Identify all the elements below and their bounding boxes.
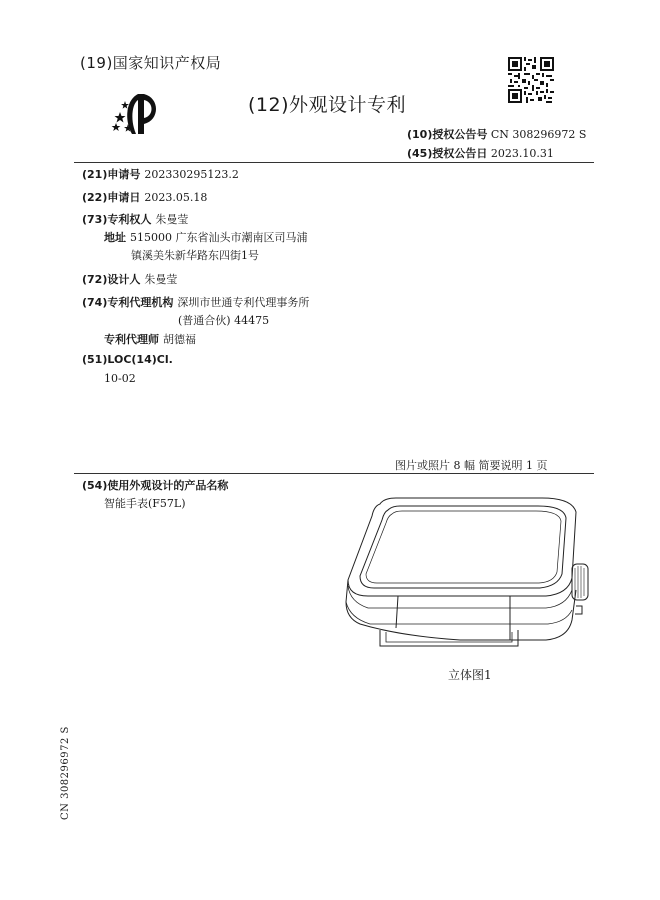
- publication-number-label: (10)授权公告号: [407, 128, 488, 141]
- owner-address-label: 地址: [104, 231, 126, 244]
- owner-address-line2: 镇溪美朱新华路东四街1号: [131, 249, 259, 262]
- patent-agent-label: 专利代理师: [104, 333, 159, 346]
- patent-agent-value: 胡德福: [163, 333, 196, 346]
- document-type-title: (12)外观设计专利: [248, 94, 407, 116]
- patent-agency: [82, 294, 309, 310]
- designer: [82, 271, 177, 287]
- patent-agency-label: (74)专利代理机构: [82, 296, 174, 309]
- side-publication-number: CN 308296972 S: [60, 726, 71, 820]
- product-name-value: 智能手表(F57L): [104, 497, 186, 510]
- loc-classification-label: (51)LOC(14)Cl.: [82, 353, 173, 366]
- designer-value: 朱曼莹: [144, 273, 178, 286]
- application-number-label: (21)申请号: [82, 168, 141, 181]
- smartwatch-drawing-icon: [340, 494, 596, 652]
- figure-caption: 立体图1: [448, 668, 492, 682]
- loc-classification-value: 10-02: [104, 372, 136, 385]
- publication-date-label: (45)授权公告日: [407, 147, 488, 160]
- publication-date-value: 2023.10.31: [490, 147, 554, 160]
- application-number: [82, 166, 239, 182]
- designer-label: (72)设计人: [82, 273, 141, 286]
- patent-agency-line2: (普通合伙) 44475: [178, 314, 270, 327]
- product-name-label-text: (54)使用外观设计的产品名称: [82, 479, 229, 492]
- patent-owner-value: 朱曼莹: [155, 213, 189, 226]
- application-date-label: (22)申请日: [82, 191, 141, 204]
- section-divider: [74, 473, 594, 474]
- publication-number: [407, 126, 586, 142]
- application-date: [82, 189, 207, 205]
- qr-code-icon: [508, 57, 554, 103]
- application-number-value: 202330295123.2: [144, 168, 239, 181]
- cnipa-logo-icon: [108, 90, 166, 138]
- owner-address: [104, 229, 308, 245]
- publication-date: [407, 145, 554, 161]
- patent-agency-line1: 深圳市世通专利代理事务所: [177, 296, 310, 309]
- patent-owner: [82, 211, 188, 227]
- owner-address-line1: 515000 广东省汕头市潮南区司马浦: [130, 231, 308, 244]
- office-name: (19)国家知识产权局: [80, 54, 222, 72]
- loc-classification: [82, 353, 173, 366]
- figure-summary: 图片或照片 8 幅 简要说明 1 页: [395, 459, 548, 472]
- patent-owner-label: (73)专利权人: [82, 213, 152, 226]
- publication-number-value: CN 308296972 S: [490, 128, 587, 141]
- patent-agent: [104, 331, 196, 347]
- application-date-value: 2023.05.18: [144, 191, 208, 204]
- product-name-label: [82, 477, 228, 493]
- header-divider: [74, 162, 594, 163]
